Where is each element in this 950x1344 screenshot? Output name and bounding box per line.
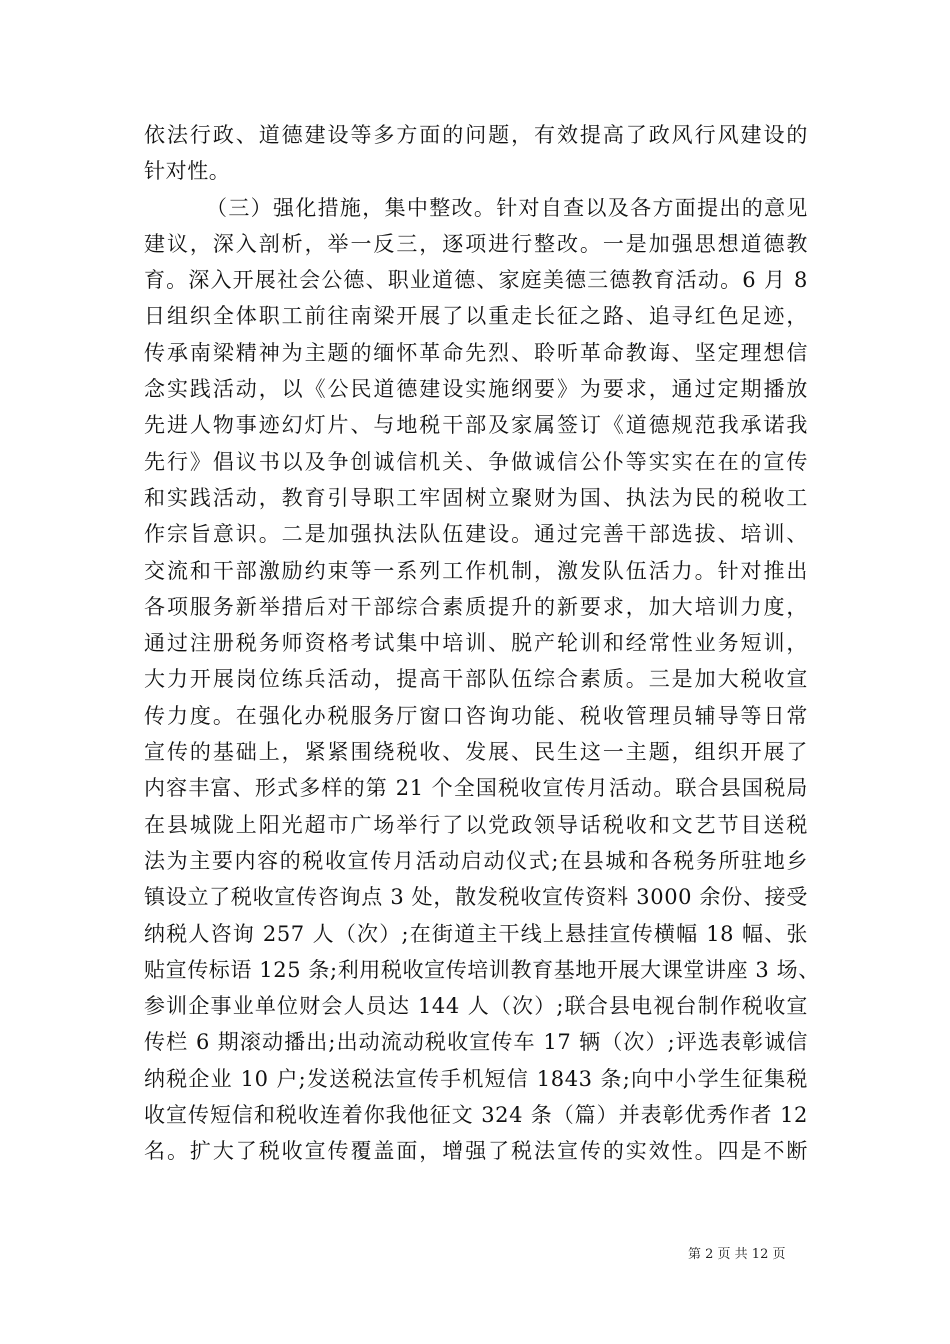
text-line: 参训企事业单位财会人员达 144 人（次）;联合县电视台制作税收宣 (144, 994, 808, 1019)
text-line: 通过注册税务师资格考试集中培训、脱产轮训和经常性业务短训， (144, 631, 808, 656)
text-line: 针对性。 (144, 159, 231, 184)
text-line: 内容丰富、形式多样的第 21 个全国税收宣传月活动。联合县国税局 (144, 776, 808, 801)
text-line: 传栏 6 期滚动播出;出动流动税收宣传车 17 辆（次）;评选表彰诚信 (144, 1030, 808, 1055)
text-line: 和实践活动，教育引导职工牢固树立聚财为国、执法为民的税收工 (144, 485, 808, 510)
text-line: 各项服务新举措后对干部综合素质提升的新要求，加大培训力度， (144, 594, 808, 619)
body-text (144, 117, 820, 1170)
text-line: 纳税人咨询 257 人（次）;在街道主干线上悬挂宣传横幅 18 幅、张 (144, 921, 808, 946)
text-line: 念实践活动，以《公民道德建设实施纲要》为要求，通过定期播放 (144, 377, 808, 402)
page-number: 第 2 页 共 12 页 (688, 1247, 786, 1262)
text-line: 传力度。在强化办税服务厅窗口咨询功能、税收管理员辅导等日常 (144, 703, 808, 728)
text-line: 作宗旨意识。二是加强执法队伍建设。通过完善干部选拔、培训、 (144, 522, 808, 547)
text-line: 贴宣传标语 125 条;利用税收宣传培训教育基地开展大课堂讲座 3 场、 (144, 957, 820, 982)
text-line: 法为主要内容的税收宣传月活动启动仪式;在县城和各税务所驻地乡 (144, 848, 808, 873)
text-line: 名。扩大了税收宣传覆盖面，增强了税法宣传的实效性。四是不断 (144, 1139, 808, 1164)
text-line: 镇设立了税收宣传咨询点 3 处，散发税收宣传资料 3000 余份、接受 (144, 885, 808, 910)
text-line: 在县城陇上阳光超市广场举行了以党政领导话税收和文艺节目送税 (144, 812, 808, 837)
paragraph-start-line: （三）强化措施，集中整改。针对自查以及各方面提出的意见 (206, 195, 808, 220)
text-line: 收宣传短信和税收连着你我他征文 324 条（篇）并表彰优秀作者 12 (144, 1103, 808, 1128)
text-line: 大力开展岗位练兵活动，提高干部队伍综合素质。三是加大税收宣 (144, 667, 808, 692)
text-line: 交流和干部激励约束等一系列工作机制，激发队伍活力。针对推出 (144, 558, 808, 583)
text-line: 纳税企业 10 户;发送税法宣传手机短信 1843 条;向中小学生征集税 (144, 1066, 808, 1091)
text-line: 传承南梁精神为主题的缅怀革命先烈、聆听革命教诲、坚定理想信 (144, 340, 808, 365)
text-line: 日组织全体职工前往南梁开展了以重走长征之路、追寻红色足迹， (144, 304, 808, 329)
text-line: 先进人物事迹幻灯片、与地税干部及家属签订《道德规范我承诺我 (144, 413, 808, 438)
text-line: 依法行政、道德建设等多方面的问题，有效提高了政风行风建设的 (144, 123, 808, 147)
text-line: 育。深入开展社会公德、职业道德、家庭美德三德教育活动。6 月 8 (144, 268, 808, 293)
text-line: 宣传的基础上，紧紧围绕税收、发展、民生这一主题，组织开展了 (144, 740, 808, 765)
text-line: 先行》倡议书以及争创诚信机关、争做诚信公仆等实实在在的宣传 (144, 449, 808, 474)
text-line: 建议，深入剖析，举一反三，逐项进行整改。一是加强思想道德教 (144, 231, 808, 256)
